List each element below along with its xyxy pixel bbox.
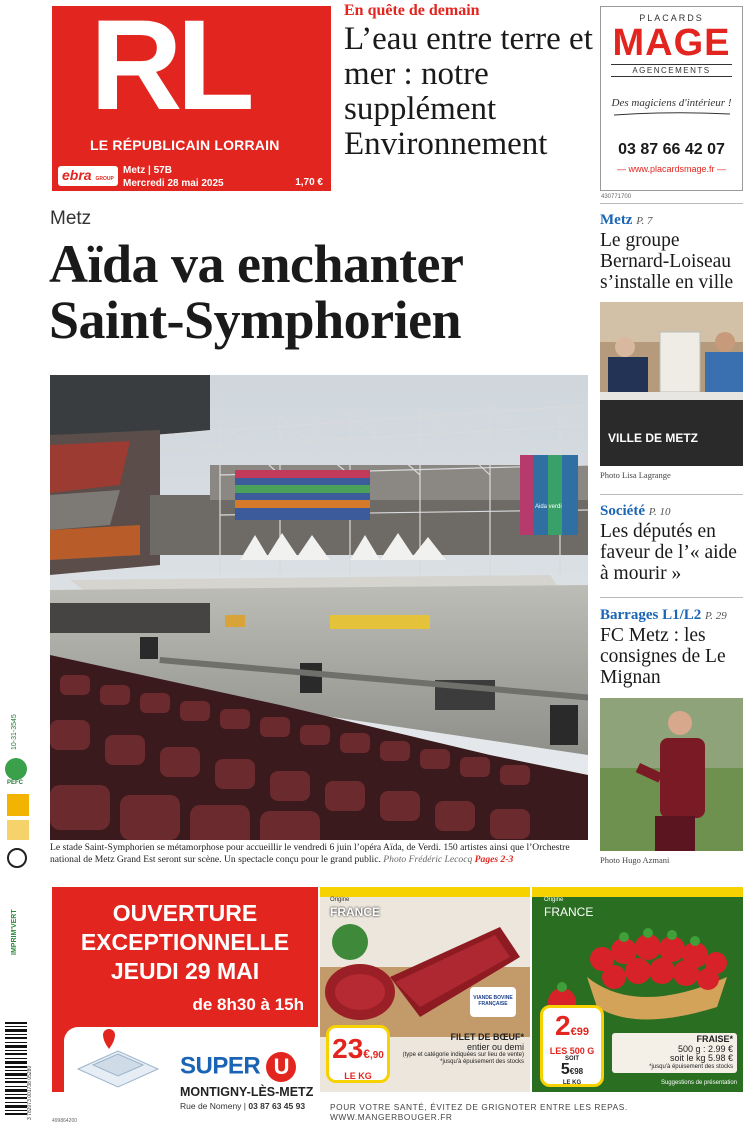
ad-opening-hours: de 8h30 à 15h (192, 995, 304, 1014)
ville-de-metz-text: VILLE DE METZ (608, 431, 698, 445)
imprimvert-label: IMPRIM'VERT (11, 909, 18, 955)
sidebar-divider (600, 203, 743, 204)
beef-origin: FRANCE (330, 905, 380, 919)
signing-illustration (600, 302, 743, 466)
ad-top-stripe (320, 887, 530, 897)
straw-origin-label: Origine (544, 897, 564, 903)
ad-slogan: Des magiciens d'intérieur ! (611, 97, 732, 109)
slogan-underline (612, 111, 732, 117)
top-teaser-headline[interactable]: L’eau entre terre et mer : notre supplément Environnement (344, 21, 593, 162)
ad-filet-de-boeuf[interactable] (320, 887, 530, 1092)
sidebar-photo-credit-1: Photo Lisa Lagrange (600, 470, 671, 480)
store-address: Rue de Nomeny | 03 87 63 45 93 (180, 1101, 306, 1111)
beef-price-box: 23€,90 LE KG (326, 1025, 390, 1083)
issue-date: Mercredi 28 mai 2025 (123, 178, 224, 189)
ad-placards-label: PLACARDS (639, 13, 704, 23)
logo-letters: RL (90, 6, 249, 137)
screen-text: Aida verdi (535, 504, 562, 510)
ad-fraise[interactable] (532, 887, 743, 1092)
recycling-logo-icon (7, 794, 29, 816)
straw-description: FRAISE* 500 g : 2.99 € soit le kg 5.98 € *jusqu'à épuisement des stocks (612, 1033, 737, 1073)
triman-icon (7, 848, 27, 868)
straw-origin: FRANCE (544, 905, 594, 919)
beef-description: FILET DE BŒUF* entier ou demi (type et catégorie indiquées sur lieu de vente) *jusqu'à épuisement des stocks (402, 1032, 524, 1065)
main-headline[interactable]: Aïda va enchanter Saint-Symphorien (49, 234, 463, 350)
ad-top-stripe (532, 887, 743, 897)
sidebar-headline-aide-a-mourir[interactable]: Les députés en faveur de l’« aide à mourir » (600, 521, 737, 584)
pefc-logo-icon (5, 758, 27, 780)
ad-reference: 430771700 (601, 194, 632, 200)
masthead-logo[interactable] (52, 6, 331, 191)
ad-reference-bottom: 499864200 (52, 1118, 78, 1124)
caption-pages[interactable]: Pages 2-3 (474, 853, 514, 865)
edition: Metz | 57B (123, 165, 172, 176)
top-teaser-kicker: En quête de demain (344, 2, 480, 19)
viande-bovine-label: VIANDE BOVINE FRANÇAISE (470, 987, 516, 1017)
info-tri-icon (7, 820, 29, 840)
super-u-logo[interactable]: SUPER U (180, 1052, 296, 1082)
coach-illustration (600, 698, 743, 851)
main-photo-caption (50, 842, 590, 865)
super-u-u-icon: U (266, 1052, 296, 1082)
ad-opening-text: OUVERTURE EXCEPTIONNELLE JEUDI 29 MAI (80, 900, 290, 984)
ad-placards-mage[interactable] (600, 6, 743, 191)
pefc-label: PEFC (7, 780, 24, 786)
store-city: MONTIGNY-LÈS-METZ (180, 1085, 314, 1099)
sidebar-divider (600, 597, 743, 598)
newspaper-name: LE RÉPUBLICAIN LORRAIN (90, 137, 280, 153)
caption-credit: Photo Frédéric Lecocq (383, 853, 473, 865)
ad-agencements-label: AGENCEMENTS (611, 64, 732, 77)
main-photo-stadium[interactable] (50, 375, 588, 840)
barcode-number: 3 782073 001738 05280 (27, 1065, 33, 1120)
straw-price-box: 2€99 LES 500 G SOIT 5€98 LE KG (540, 1005, 604, 1087)
sidebar-photo-coach[interactable] (600, 698, 743, 851)
pefc-code: 10-31-3545 (11, 714, 18, 750)
main-story-city: Metz (50, 208, 92, 229)
sidebar-divider (600, 494, 743, 495)
certification-marks (3, 690, 39, 955)
caption-text: Le stade Saint-Symphorien se métamorphose pour accueillir le vendredi 6 juin l’opéra Aïda, de Verdi. 150 artistes ainsi que l’Orchestre national de Metz Grand Est seront sur scène. Un spectacle conçu pour le grand public. (50, 842, 570, 865)
price: 1,70 € (295, 177, 323, 188)
map-pin-icon (68, 1029, 168, 1089)
barcode (3, 1020, 33, 1120)
stadium-illustration (50, 375, 588, 840)
health-message: POUR VOTRE SANTÉ, ÉVITEZ DE GRIGNOTER ENTRE LES REPAS. WWW.MANGERBOUGER.FR (330, 1102, 628, 1122)
sidebar-kicker-societe: Société P. 10 (600, 503, 671, 519)
beef-origin-label: Origine (330, 897, 350, 903)
ebra-logo: ebra GROUP (58, 166, 118, 186)
sidebar-photo-credit-2: Photo Hugo Azmani (600, 855, 670, 865)
ad-mage-brand: MAGE (612, 22, 731, 64)
ad-phone: 03 87 66 42 07 (618, 141, 725, 158)
ad-url[interactable]: — www.placardsmage.fr — (616, 164, 727, 174)
sidebar-headline-fc-metz[interactable]: FC Metz : les consignes de Le Mignan (600, 625, 726, 688)
sidebar-kicker-metz: Metz P. 7 (600, 212, 653, 228)
straw-note: Suggestions de présentation (660, 1080, 737, 1086)
sidebar-photo-signing[interactable] (600, 302, 743, 466)
sidebar-kicker-barrages: Barrages L1/L2 P. 29 (600, 607, 727, 623)
edition-info (123, 164, 224, 190)
sidebar-headline-bernard-loiseau[interactable]: Le groupe Bernard-Loiseau s’installe en ville (600, 230, 734, 293)
